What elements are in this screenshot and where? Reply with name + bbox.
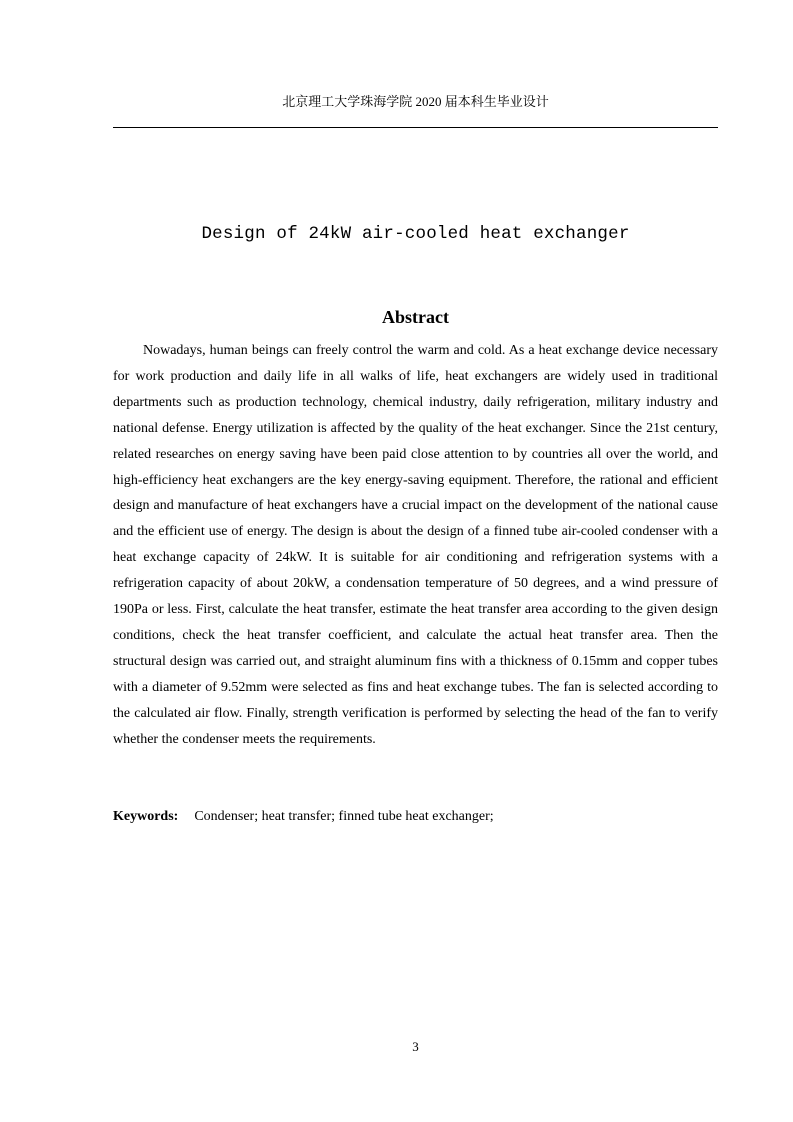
keywords-text: Condenser; heat transfer; finned tube heat exchanger;	[194, 809, 494, 824]
page-number: 3	[412, 1039, 419, 1054]
abstract-heading: Abstract	[382, 307, 449, 327]
page-header: 北京理工大学珠海学院 2020 届本科生毕业设计	[282, 94, 549, 109]
abstract-paragraph: Nowadays, human beings can freely control the warm and cold. As a heat exchange device necessary for work production and daily life in all walks of life, heat exchangers are widely used in traditional departments such as production technology, chemical industry, daily refrigeration, military industry and national defense. Energy utilization is affected by the quality of the heat exchanger. Since the 21st century, related researches on energy saving have been paid close attention to by countries all over the world, and high-efficiency heat exchangers are the key energy-saving equipment. Therefore, the rational and efficient design and manufacture of heat exchangers have a crucial impact on the development of the national cause and the efficient use of energy. The design is about the design of a finned tube air-cooled condenser with a heat exchange capacity of 24kW. It is suitable for air conditioning and refrigeration systems with a refrigeration capacity of about 20kW, a condensation temperature of 50 degrees, and a wind pressure of 190Pa or less. First, calculate the heat transfer, estimate the heat transfer area according to the given design conditions, check the heat transfer coefficient, and calculate the actual heat transfer area. Then the structural design was carried out, and straight aluminum fins with a thickness of 0.15mm and copper tubes with a diameter of 9.52mm were selected as fins and heat exchange tubes. The fan is selected according to the calculated air flow. Finally, strength verification is performed by selecting the head of the fan to verify whether the condenser meets the requirements.	[113, 343, 718, 747]
header-divider	[113, 127, 718, 128]
keywords-label: Keywords:	[113, 809, 179, 824]
document-title: Design of 24kW air-cooled heat exchanger	[201, 224, 630, 244]
keywords-line	[113, 805, 718, 829]
